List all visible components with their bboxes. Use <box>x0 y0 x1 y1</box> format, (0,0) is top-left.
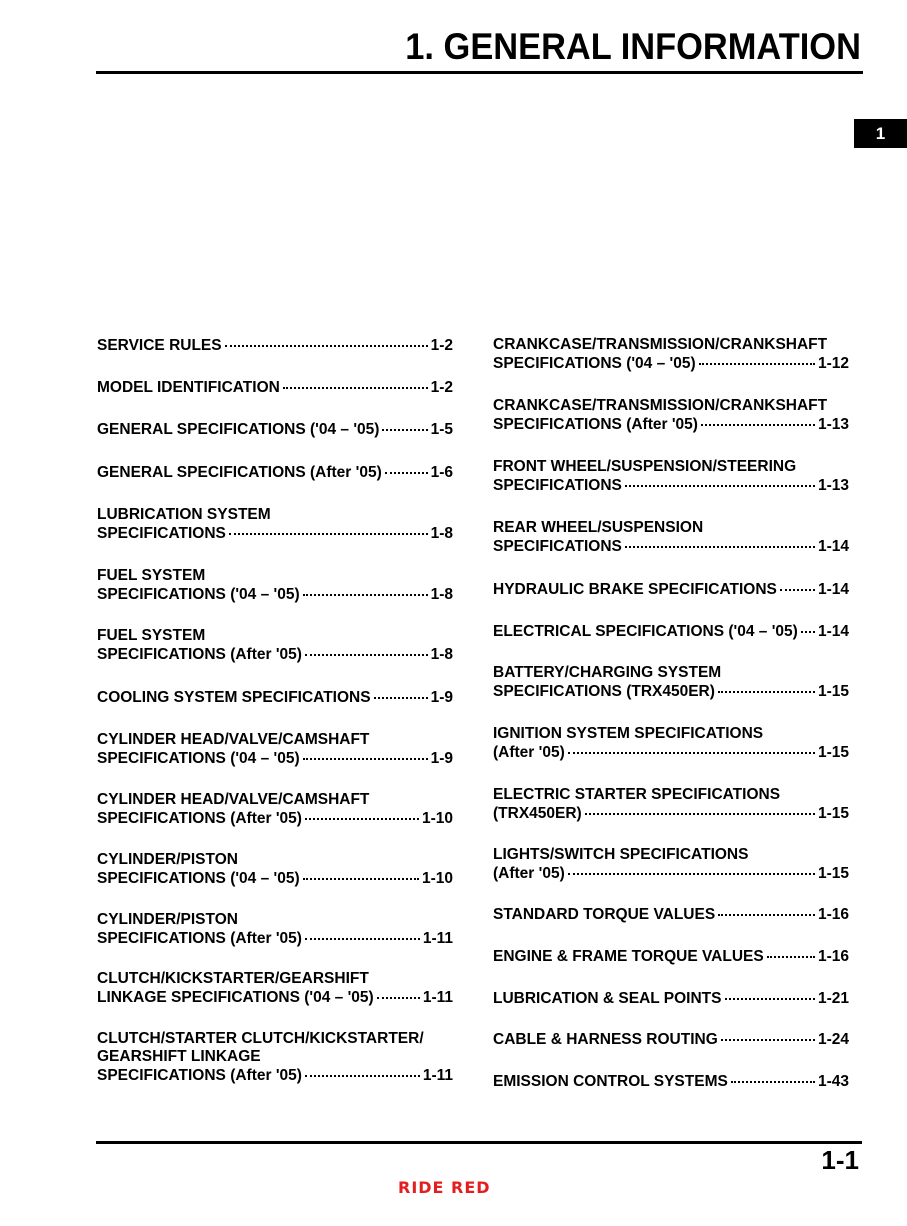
dot-leader <box>283 375 428 389</box>
toc-entry[interactable] <box>493 905 849 924</box>
dot-leader <box>374 685 428 699</box>
dot-leader <box>585 801 815 815</box>
toc-entry-page: 1-12 <box>817 355 849 372</box>
dot-leader <box>767 944 815 958</box>
toc-entry-page: 1-10 <box>421 810 453 827</box>
toc-entry-title-line: SPECIFICATIONS (After '05) <box>97 1067 302 1084</box>
toc-entry-page: 1-8 <box>430 586 453 603</box>
dot-leader <box>625 534 815 548</box>
toc-entry-page: 1-21 <box>817 990 849 1007</box>
dot-leader <box>303 582 428 596</box>
toc-entry-title-line: SPECIFICATIONS (After '05) <box>97 810 302 827</box>
toc-entry[interactable] <box>97 688 453 707</box>
dot-leader <box>303 866 419 880</box>
toc-entry[interactable] <box>493 397 849 434</box>
toc-entry-page: 1-14 <box>817 623 849 640</box>
toc-entry-title-line: SPECIFICATIONS ('04 – '05) <box>493 355 696 372</box>
toc-entry-page: 1-11 <box>422 930 453 947</box>
toc-entry[interactable] <box>97 731 453 768</box>
toc-entry-page: 1-15 <box>817 805 849 822</box>
toc-entry[interactable] <box>97 567 453 604</box>
toc-entry-title-line: SPECIFICATIONS <box>493 477 622 494</box>
dot-leader <box>718 679 815 693</box>
dot-leader <box>625 473 815 487</box>
toc-entry-title-line: SPECIFICATIONS <box>97 525 226 542</box>
toc-entry-title-line: HYDRAULIC BRAKE SPECIFICATIONS <box>493 581 777 598</box>
dot-leader <box>780 577 815 591</box>
toc-entry-title-line: CYLINDER/PISTON <box>97 911 238 928</box>
toc-entry-page: 1-8 <box>430 525 453 542</box>
toc-entry-page: 1-15 <box>817 683 849 700</box>
toc-entry-title-line: GEARSHIFT LINKAGE <box>97 1048 261 1065</box>
toc-entry[interactable] <box>97 378 453 397</box>
toc-entry-title-line: COOLING SYSTEM SPECIFICATIONS <box>97 689 371 706</box>
toc-entry-page: 1-6 <box>430 464 453 481</box>
toc-entry[interactable] <box>97 791 453 828</box>
dot-leader <box>568 861 815 875</box>
toc-entry-title-line: FUEL SYSTEM <box>97 627 206 644</box>
toc-entry-title-line: MODEL IDENTIFICATION <box>97 379 280 396</box>
toc-entry[interactable] <box>97 420 453 439</box>
dot-leader <box>699 351 815 365</box>
toc-entry-title-line: LUBRICATION & SEAL POINTS <box>493 990 722 1007</box>
toc-entry-page: 1-15 <box>817 865 849 882</box>
toc-entry[interactable] <box>493 580 849 599</box>
dot-leader <box>305 926 420 940</box>
toc-entry-title-line: STANDARD TORQUE VALUES <box>493 906 716 923</box>
toc-entry-page: 1-8 <box>430 646 453 663</box>
toc-entry[interactable] <box>97 1030 453 1085</box>
dot-leader <box>725 986 815 1000</box>
toc-entry-page: 1-9 <box>430 750 453 767</box>
toc-entry[interactable] <box>97 463 453 482</box>
toc-entry-title-line: CRANKCASE/TRANSMISSION/CRANKSHAFT <box>493 336 828 353</box>
toc-entry-title-line: ENGINE & FRAME TORQUE VALUES <box>493 948 764 965</box>
toc-entry-title-line: (After '05) <box>493 744 565 761</box>
toc-entry-title-line: CRANKCASE/TRANSMISSION/CRANKSHAFT <box>493 397 828 414</box>
toc-entry[interactable] <box>493 846 849 883</box>
toc-entry-page: 1-24 <box>817 1031 849 1048</box>
dot-leader <box>305 806 419 820</box>
dot-leader <box>721 1027 815 1041</box>
toc-entry-title-line: CYLINDER HEAD/VALVE/CAMSHAFT <box>97 731 370 748</box>
toc-entry-page: 1-16 <box>817 906 849 923</box>
dot-leader <box>229 521 428 535</box>
toc-entry-page: 1-10 <box>421 870 453 887</box>
toc-entry[interactable] <box>493 786 849 823</box>
toc-entry[interactable] <box>97 506 453 543</box>
toc-entry-title-line: SERVICE RULES <box>97 337 222 354</box>
toc-entry[interactable] <box>493 336 849 373</box>
toc-entry-page: 1-5 <box>430 421 453 438</box>
toc-entry[interactable] <box>493 458 849 495</box>
toc-entry[interactable] <box>97 911 453 948</box>
ride-red-logo: RIDE RED <box>398 1178 491 1197</box>
toc-entry-title-line: FRONT WHEEL/SUSPENSION/STEERING <box>493 458 797 475</box>
page-number: 1-1 <box>821 1145 859 1175</box>
toc-entry-page: 1-16 <box>817 948 849 965</box>
toc-entry[interactable] <box>493 725 849 762</box>
toc-entry-title-line: SPECIFICATIONS (After '05) <box>97 930 302 947</box>
toc-entry[interactable] <box>493 1072 849 1091</box>
toc-entry-title-line: ELECTRIC STARTER SPECIFICATIONS <box>493 786 781 803</box>
dot-leader <box>382 417 427 431</box>
toc-entry-title-line: LUBRICATION SYSTEM <box>97 506 271 523</box>
toc-entry-title-line: EMISSION CONTROL SYSTEMS <box>493 1073 728 1090</box>
dot-leader <box>305 642 428 656</box>
toc-entry[interactable] <box>493 664 849 701</box>
dot-leader <box>801 619 815 633</box>
toc-entry-title-line: SPECIFICATIONS <box>493 538 622 555</box>
page-title: 1. GENERAL INFORMATION <box>405 26 861 67</box>
toc-entry[interactable] <box>493 519 849 556</box>
toc-entry-title-line: SPECIFICATIONS ('04 – '05) <box>97 586 300 603</box>
toc-entry-title-line: GENERAL SPECIFICATIONS (After '05) <box>97 464 382 481</box>
toc-entry[interactable] <box>493 989 849 1008</box>
dot-leader <box>731 1069 815 1083</box>
dot-leader <box>377 985 420 999</box>
toc-entry-page: 1-15 <box>817 744 849 761</box>
toc-entry-page: 1-13 <box>817 416 849 433</box>
toc-entry[interactable] <box>493 1030 849 1049</box>
dot-leader <box>718 902 815 916</box>
dot-leader <box>701 412 815 426</box>
toc-entry-title-line: CABLE & HARNESS ROUTING <box>493 1031 718 1048</box>
toc-entry-page: 1-14 <box>817 581 849 598</box>
toc-entry-title-line: IGNITION SYSTEM SPECIFICATIONS <box>493 725 764 742</box>
toc-entry-page: 1-2 <box>430 379 453 396</box>
toc-entry-title-line: BATTERY/CHARGING SYSTEM <box>493 664 722 681</box>
toc-entry-title-line: (TRX450ER) <box>493 805 582 822</box>
toc-entry-title-line: LIGHTS/SWITCH SPECIFICATIONS <box>493 846 749 863</box>
toc-entry-title-line: REAR WHEEL/SUSPENSION <box>493 519 704 536</box>
toc-entry-page: 1-43 <box>817 1073 849 1090</box>
section-tab: 1 <box>854 119 907 148</box>
dot-leader <box>225 333 428 347</box>
dot-leader <box>385 460 428 474</box>
toc-entry-title-line: CYLINDER HEAD/VALVE/CAMSHAFT <box>97 791 370 808</box>
toc-entry-page: 1-11 <box>422 1067 453 1084</box>
toc-entry-title-line: SPECIFICATIONS ('04 – '05) <box>97 750 300 767</box>
toc-entry[interactable] <box>97 336 453 355</box>
toc-entry-page: 1-11 <box>422 989 453 1006</box>
toc-entry-page: 1-9 <box>430 689 453 706</box>
toc-entry-title-line: SPECIFICATIONS (After '05) <box>97 646 302 663</box>
toc-entry-page: 1-13 <box>817 477 849 494</box>
toc-entry-title-line: CLUTCH/KICKSTARTER/GEARSHIFT <box>97 970 369 987</box>
toc-entry[interactable] <box>97 627 453 664</box>
dot-leader <box>568 740 815 754</box>
toc-entry-title-line: GENERAL SPECIFICATIONS ('04 – '05) <box>97 421 380 438</box>
toc-entry[interactable] <box>493 622 849 641</box>
header-rule <box>96 71 863 74</box>
toc-entry-title-line: SPECIFICATIONS (After '05) <box>493 416 698 433</box>
toc-entry-title-line: LINKAGE SPECIFICATIONS ('04 – '05) <box>97 989 374 1006</box>
toc-entry[interactable] <box>493 947 849 966</box>
toc-entry-title-line: (After '05) <box>493 865 565 882</box>
toc-entry-page: 1-2 <box>430 337 453 354</box>
footer-rule <box>96 1141 862 1144</box>
toc-entry-title-line: SPECIFICATIONS ('04 – '05) <box>97 870 300 887</box>
toc-entry-title-line: ELECTRICAL SPECIFICATIONS ('04 – '05) <box>493 623 798 640</box>
dot-leader <box>303 746 428 760</box>
toc-entry-title-line: FUEL SYSTEM <box>97 567 206 584</box>
toc-entry-title-line: SPECIFICATIONS (TRX450ER) <box>493 683 715 700</box>
toc-entry-page: 1-14 <box>817 538 849 555</box>
toc-entry-title-line: CYLINDER/PISTON <box>97 851 238 868</box>
toc-entry[interactable] <box>97 851 453 888</box>
toc-entry-title-line: CLUTCH/STARTER CLUTCH/KICKSTARTER/ <box>97 1030 424 1047</box>
dot-leader <box>305 1063 420 1077</box>
toc-entry[interactable] <box>97 970 453 1007</box>
